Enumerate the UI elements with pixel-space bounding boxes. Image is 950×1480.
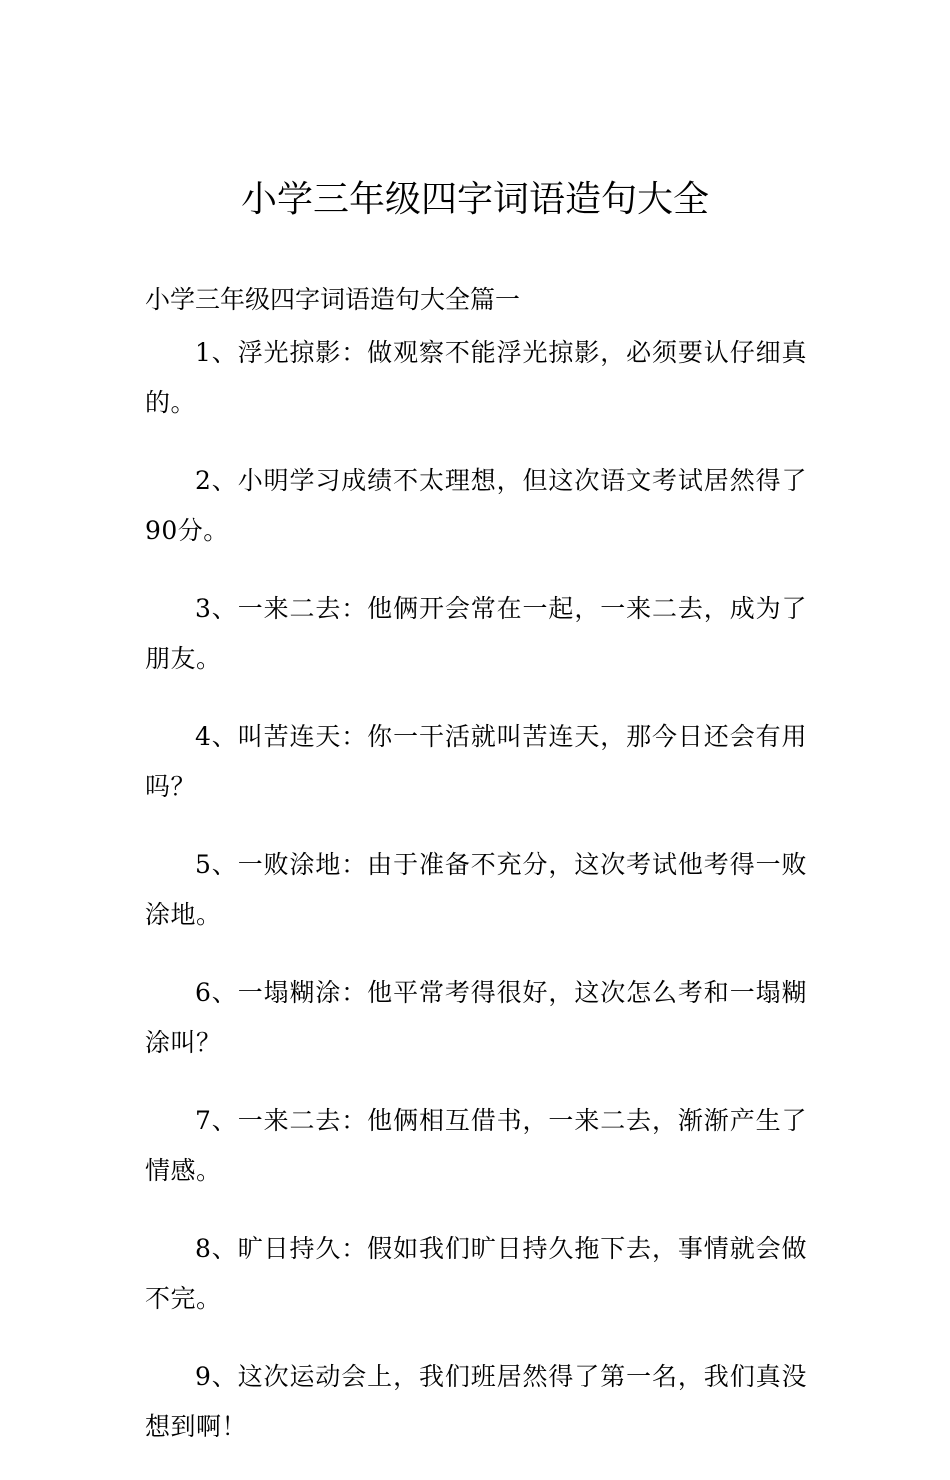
- paragraph-5: 5、一败涂地：由于准备不充分，这次考试他考得一败涂地。: [145, 850, 807, 929]
- document-title: 小学三年级四字词语造句大全: [240, 179, 709, 220]
- paragraph-3: 3、一来二去：他俩开会常在一起，一来二去，成为了朋友。: [145, 594, 807, 673]
- paragraph-2: 2、小明学习成绩不太理想，但这次语文考试居然得了90分。: [145, 466, 807, 545]
- paragraph-1: 1、浮光掠影：做观察不能浮光掠影，必须要认仔细真的。: [145, 338, 807, 417]
- paragraph-6: 6、一塌糊涂：他平常考得很好，这次怎么考和一塌糊涂叫？: [145, 978, 807, 1057]
- paragraph-8: 8、旷日持久：假如我们旷日持久拖下去，事情就会做不完。: [145, 1234, 807, 1313]
- paragraph-4: 4、叫苦连天：你一干活就叫苦连天，那今日还会有用吗？: [145, 722, 807, 801]
- document-body: [145, 328, 807, 1480]
- section-heading: 小学三年级四字词语造句大全篇一: [145, 285, 521, 314]
- paragraph-9: 9、这次运动会上，我们班居然得了第一名，我们真没想到啊！: [145, 1362, 807, 1441]
- paragraph-7: 7、一来二去：他俩相互借书，一来二去，渐渐产生了情感。: [145, 1106, 807, 1185]
